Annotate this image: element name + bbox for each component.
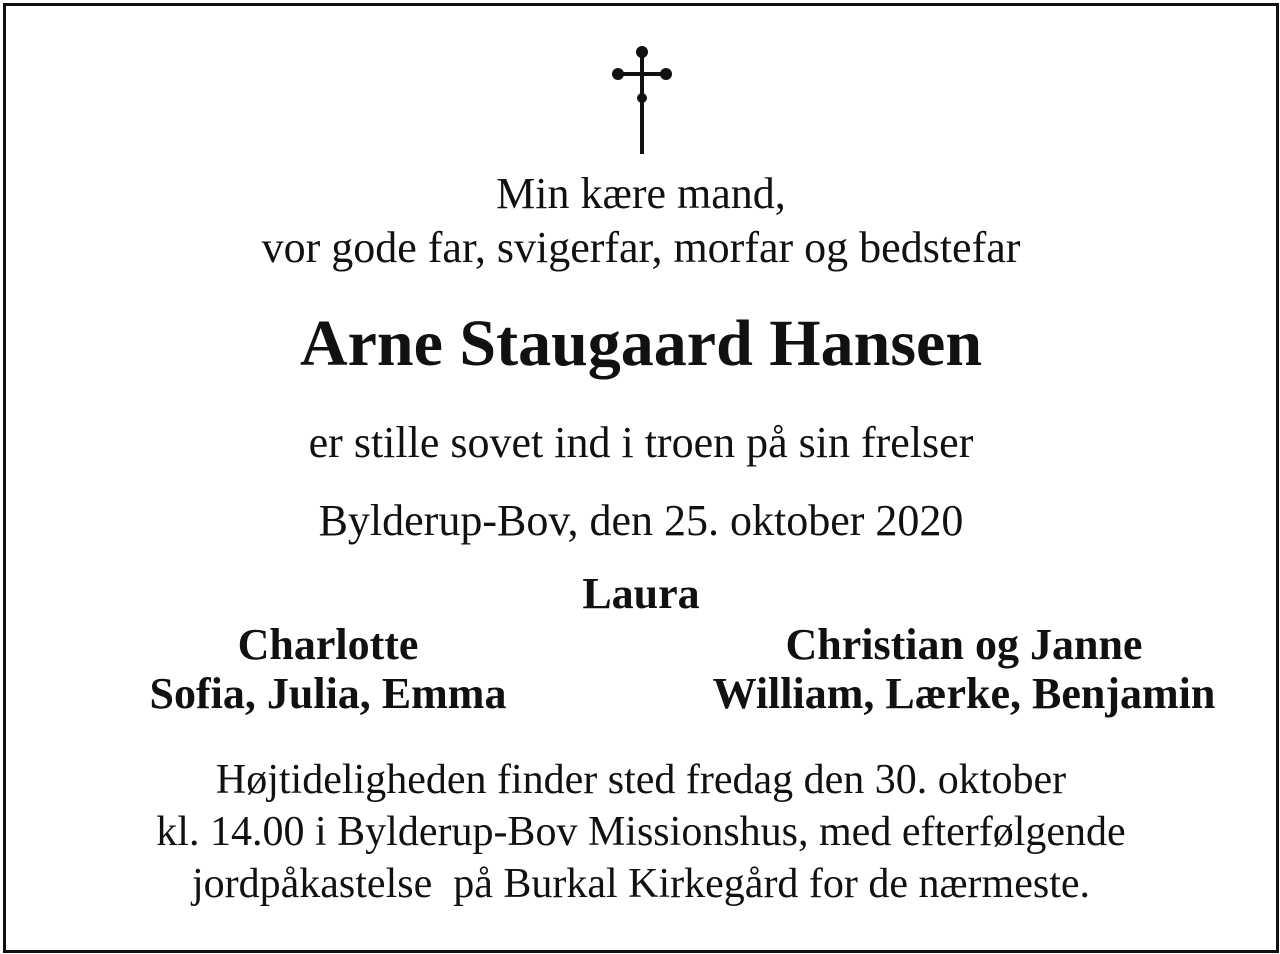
family-right-name: Christian og Janne (785, 620, 1143, 669)
spouse-name: Laura (582, 569, 700, 618)
obituary-notice (3, 3, 1279, 953)
family-left-children: Sofia, Julia, Emma (149, 669, 507, 718)
family-left-name: Charlotte (237, 620, 419, 669)
cross-icon (610, 44, 674, 156)
intro-line-2: vor gode far, svigerfar, morfar og bedstefar (261, 223, 1021, 272)
family-group-left (98, 620, 558, 718)
funeral-line-3: jordpåkastelse på Burkal Kirkegård for de nærmeste. (191, 861, 1091, 907)
funeral-line-1: Højtideligheden finder sted fredag den 30. oktober (215, 757, 1067, 803)
place-date: Bylderup-Bov, den 25. oktober 2020 (318, 496, 964, 545)
funeral-line-2: kl. 14.00 i Bylderup-Bov Missionshus, med efterfølgende (156, 809, 1126, 855)
death-phrase: er stille sovet ind i troen på sin frelser (308, 418, 974, 467)
family-group-right (656, 620, 1272, 718)
funeral-notice (6, 754, 1276, 910)
intro-line-1: Min kære mand, (496, 169, 786, 218)
deceased-name: Arne Staugaard Hansen (299, 307, 983, 380)
family-right-children: William, Lærke, Benjamin (712, 669, 1216, 718)
